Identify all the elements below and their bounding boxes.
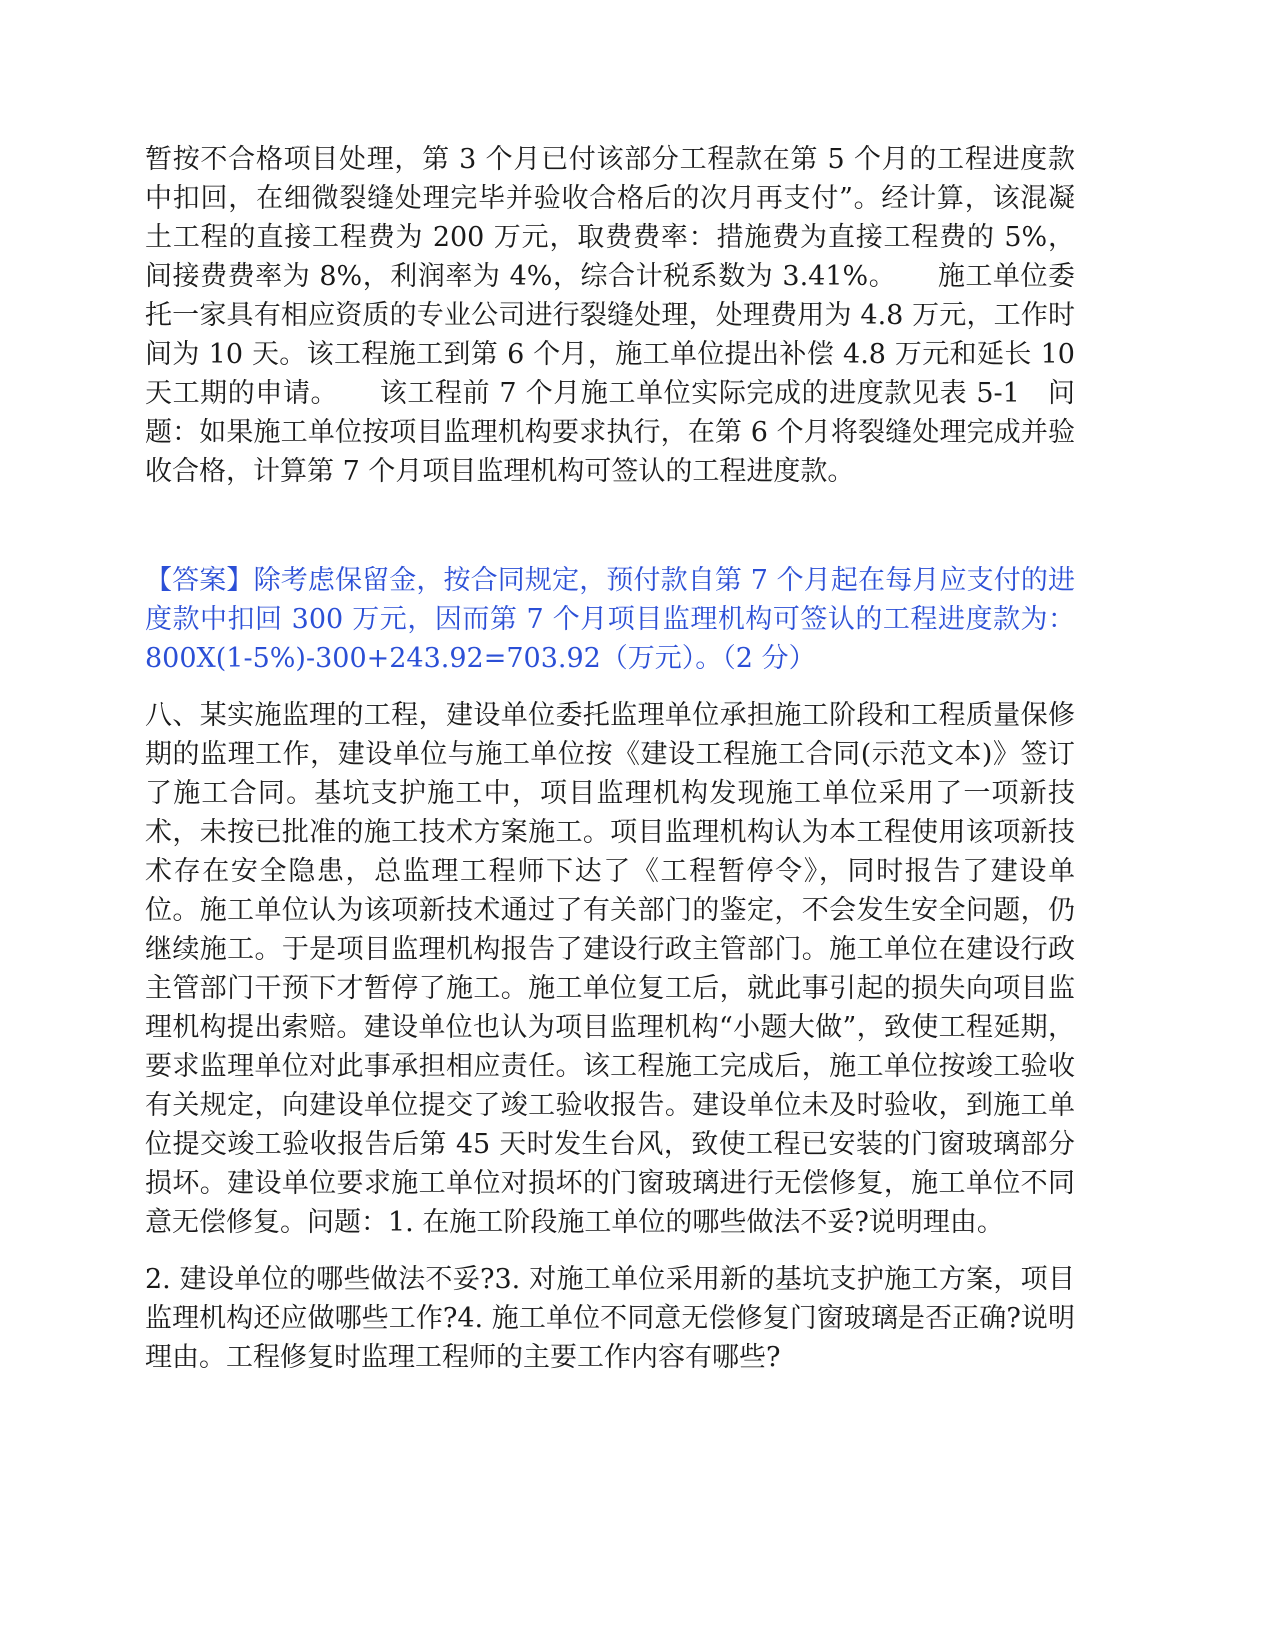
- answer-text: 除考虑保留金，按合同规定，预付款自第 7 个月起在每月应支付的进度款中扣回 300 万元，因而第 7 个月项目监理机构可签认的工程进度款为：800X(1-5%)-300+243.92=703.92（万元）。（2 分）: [145, 565, 1076, 674]
- question-eight-subquestions: 2. 建设单位的哪些做法不妥?3. 对施工单位采用新的基坑支护施工方案，项目监理机构还应做哪些工作?4. 施工单位不同意无偿修复门窗玻璃是否正确?说明理由。工程修复时监理工程师的主要工作内容有哪些?: [145, 1264, 1075, 1373]
- question-eight-paragraph: 八、某实施监理的工程，建设单位委托监理单位承担施工阶段和工程质量保修期的监理工作，建设单位与施工单位按《建设工程施工合同(示范文本)》签订了施工合同。基坑支护施工中，项目监理机构发现施工单位采用了一项新技术，未按已批准的施工技术方案施工。项目监理机构认为本工程使用该项新技术存在安全隐患，总监理工程师下达了《工程暂停令》，同时报告了建设单位。施工单位认为该项新技术通过了有关部门的鉴定，不会发生安全问题，仍继续施工。于是项目监理机构报告了建设行政主管部门。施工单位在建设行政主管部门干预下才暂停了施工。施工单位复工后，就此事引起的损失向项目监理机构提出索赔。建设单位也认为项目监理机构“小题大做”，致使工程延期，要求监理单位对此事承担相应责任。该工程施工完成后，施工单位按竣工验收有关规定，向建设单位提交了竣工验收报告。建设单位未及时验收，到施工单位提交竣工验收报告后第 45 天时发生台风，致使工程已安装的门窗玻璃部分损坏。建设单位要求施工单位对损坏的门窗玻璃进行无偿修复，施工单位不同意无偿修复。问题：1. 在施工阶段施工单位的哪些做法不妥?说明理由。: [145, 700, 1075, 1238]
- question-paragraph-continuation: 暂按不合格项目处理，第 3 个月已付该部分工程款在第 5 个月的工程进度款中扣回，在细微裂缝处理完毕并验收合格后的次月再支付”。经计算，该混凝土工程的直接工程费为 200 万元，取费费率：措施费为直接工程费的 5%，间接费费率为 8%，利润率为 4%，综合计税系数为 3.41%。 施工单位委托一家具有相应资质的专业公司进行裂缝处理，处理费用为 4.8 万元，工作时间为 10 天。该工程施工到第 6 个月，施工单位提出补偿 4.8 万元和延长 10 天工期的申请。 该工程前 7 个月施工单位实际完成的进度款见表 5-1 问题：如果施工单位按项目监理机构要求执行，在第 6 个月将裂缝处理完成并验收合格，计算第 7 个月项目监理机构可签认的工程进度款。: [145, 144, 1075, 487]
- document-page: [145, 140, 1075, 1377]
- answer-paragraph: [145, 561, 1075, 678]
- answer-label: 【答案】: [145, 565, 254, 596]
